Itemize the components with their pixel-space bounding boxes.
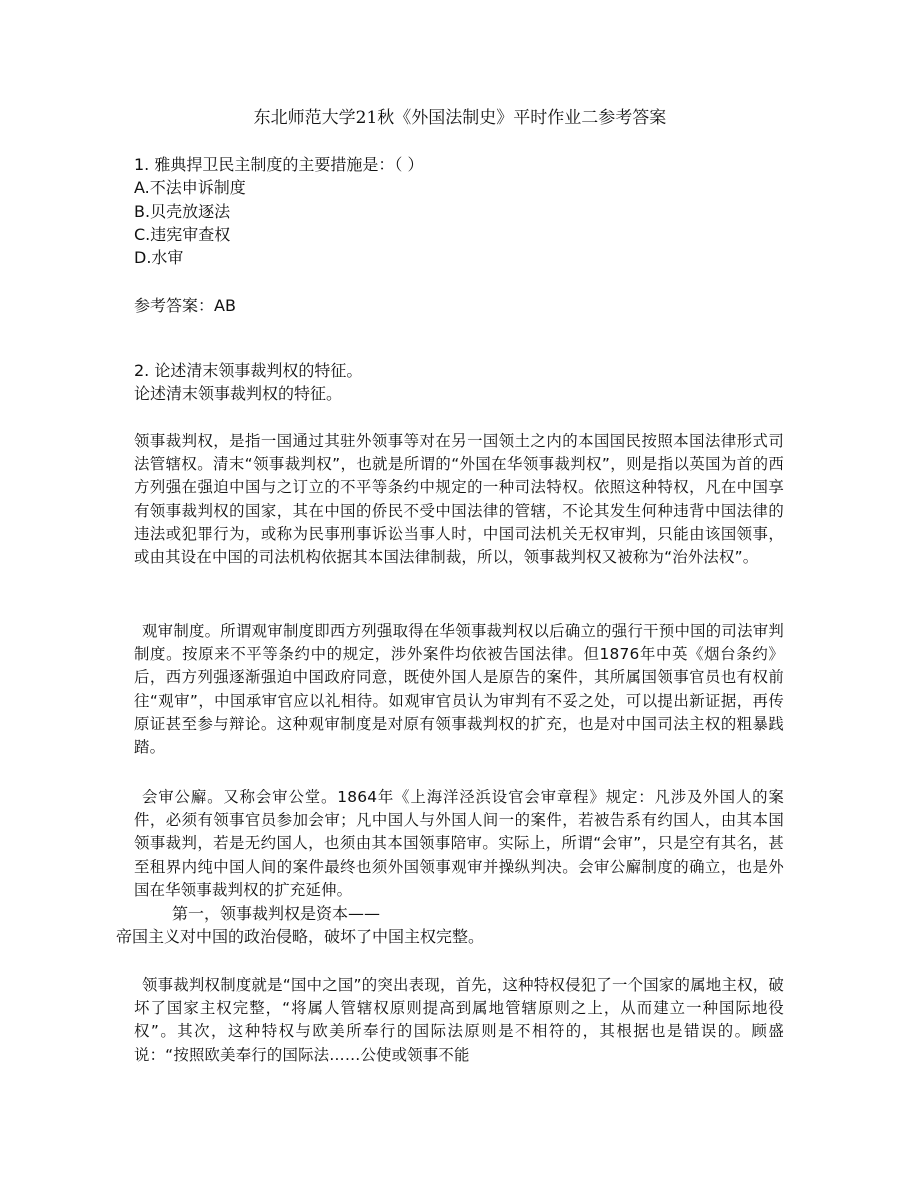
question-1-option-c: C.违宪审查权 (134, 225, 231, 244)
question-1-text: 1. 雅典捍卫民主制度的主要措施是：（ ） (134, 155, 424, 174)
question-1-option-d: D.水审 (134, 248, 184, 267)
answer-paragraph-mixed-court: 会审公廨。又称会审公堂。1864年《上海洋泾浜设官会审章程》规定：凡涉及外国人的案件，必须有领事官员参加会审；凡中国人与外国人间一的案件，若被告系有约国人，由其本国领事裁判，若是无约国人，也须由其本国领事陪审。实际上，所谓“会审”，只是空有其名，甚至租界内纯中国人间的案件最终也须外国领事观审并操纵判决。会审公廨制度的确立，也是外国在华领事裁判权的扩充延伸。 (134, 788, 784, 899)
question-1-option-b: B.贝壳放逐法 (134, 202, 231, 221)
answer-paragraph-observation-trial: 观审制度。所谓观审制度即西方列强取得在华领事裁判权以后确立的强行干预中国的司法审判制度。按原来不平等条约中的规定，涉外案件均依被告国法律。但1876年中英《烟台条约》后，西方列强逐渐强迫中国政府同意，既使外国人是原告的案件，其所属国领事官员也有权前往“观审”，中国承审官应以礼相待。如观审官员认为审判有不妥之处，可以提出新证据，再传原证甚至参与辩论。这种观审制度是对原有领事裁判权的扩充，也是对中国司法主权的粗暴践踏。 (134, 622, 784, 757)
question-2-restatement: 论述清末领事裁判权的特征。 (134, 384, 343, 403)
answer-paragraph-state-within-state: 领事裁判权制度就是“国中之国”的突出表现，首先，这种特权侵犯了一个国家的属地主权，破坏了国家主权完整，“将属人管辖权原则提高到属地管辖原则之上，从而建立一种国际地役权”。其次，这种特权与欧美所奉行的国际法原则是不相符的，其根据也是错误的。顾盛说：“按照欧美奉行的国际法……公使或领事不能 (134, 976, 784, 1064)
document-title: 东北师范大学21秋《外国法制史》平时作业二参考答案 (253, 108, 667, 128)
question-1-answer: 参考答案：AB (134, 296, 236, 315)
answer-paragraph-consular-jurisdiction: 领事裁判权，是指一国通过其驻外领事等对在另一国领土之内的本国国民按照本国法律形式司法管辖权。清末“领事裁判权”，也就是所谓的“外国在华领事裁判权”，则是指以英国为首的西方列强在强迫中国与之订立的不平等条约中规定的一种司法特权。依照这种特权，凡在中国享有领事裁判权的国家，其在中国的侨民不受中国法律的管辖，不论其发生何种违背中国法律的违法或犯罪行为，或称为民事刑事诉讼当事人时，中国司法机关无权审判，只能由该国领事，或由其设在中国的司法机构依据其本国法律制裁，所以，领事裁判权又被称为“治外法权”。 (134, 432, 784, 567)
answer-point-first: 第一，领事裁判权是资本—— (172, 904, 381, 923)
question-1-option-a: A.不法申诉制度 (134, 178, 246, 197)
answer-point-first-continued: 帝国主义对中国的政治侵略，破坏了中国主权完整。 (116, 927, 485, 946)
question-2-text: 2. 论述清末领事裁判权的特征。 (134, 361, 363, 380)
